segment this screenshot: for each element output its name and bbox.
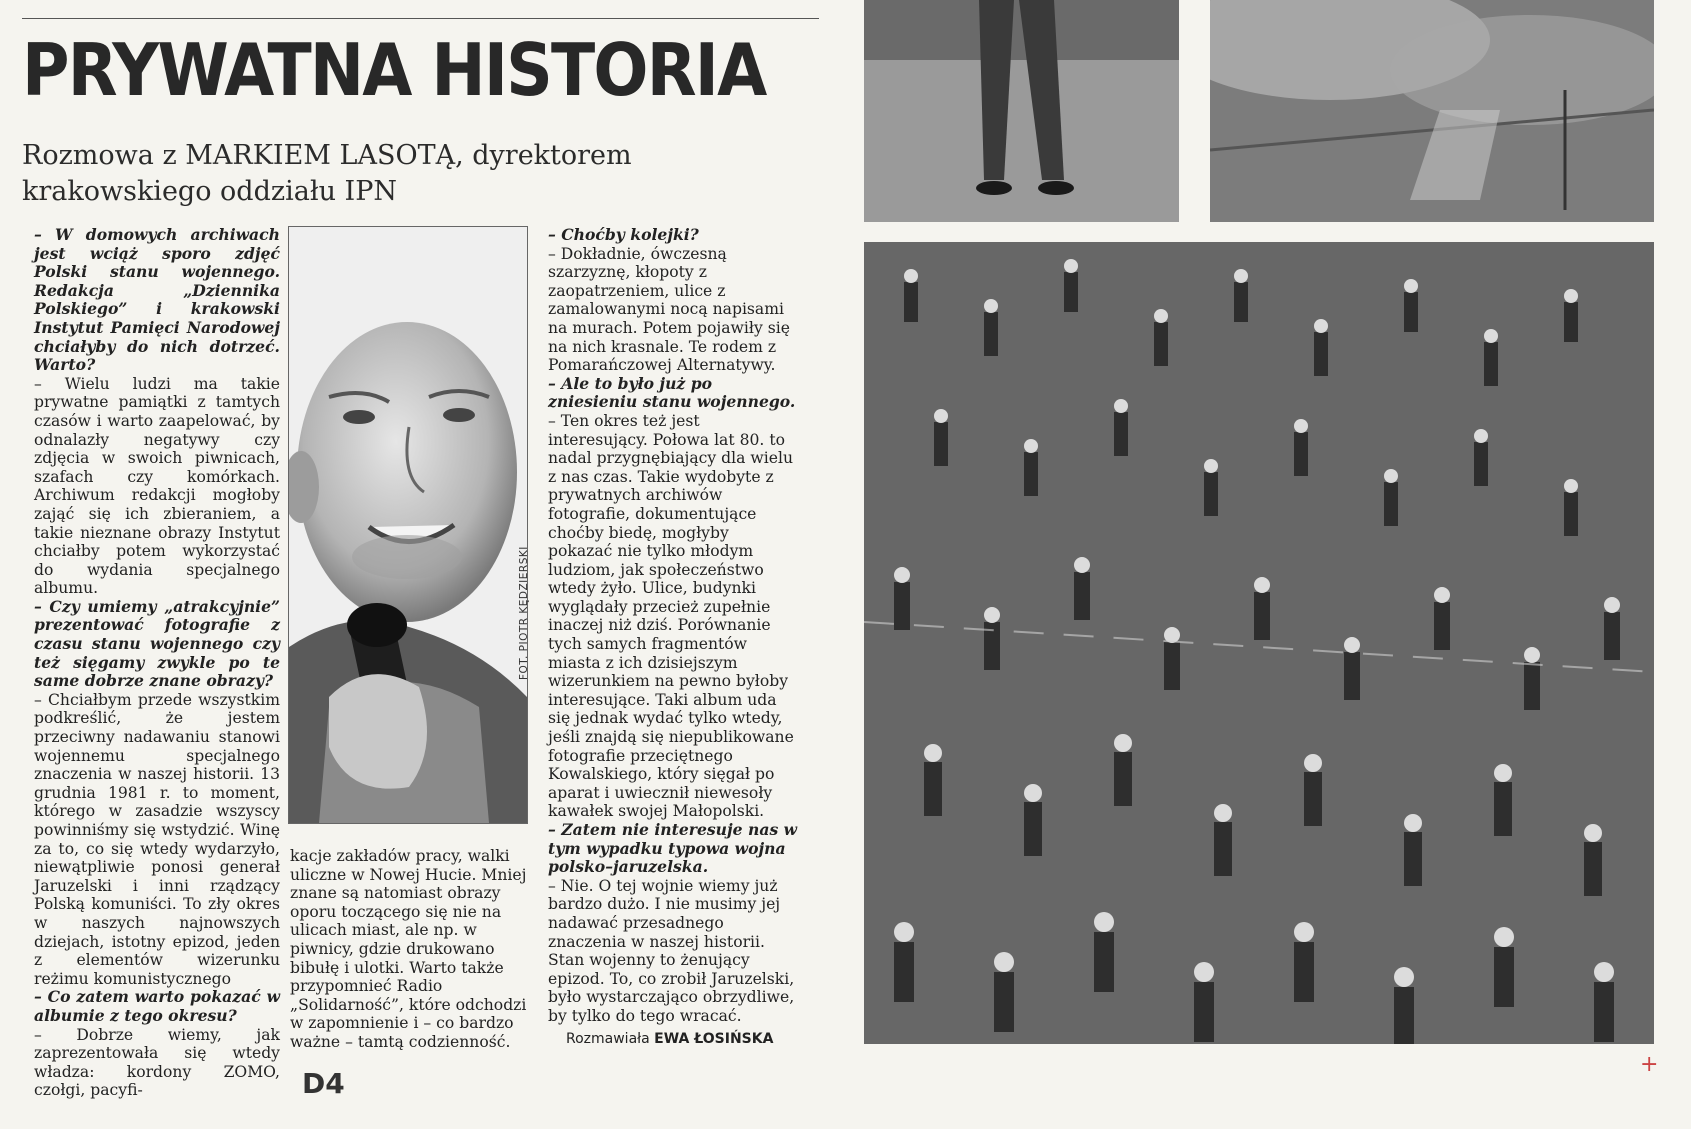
photo-crowd-running xyxy=(864,242,1654,1044)
photo-smoke-illustration xyxy=(1210,0,1654,222)
page-number: D4 xyxy=(302,1067,345,1100)
photo-legs-illustration xyxy=(864,0,1179,222)
headline: PRYWATNA HISTORIA xyxy=(22,28,766,112)
interview-answer: kacje zakładów pracy, walki uliczne w Nowej Hucie. Mniej znane są natomiast obrazy oporu toczącego się nie na ulicach miast, ale np. w piwnicy, gdzie drukowano bibułę i ulotki. Warto także przypomnieć Radio „Solidarność”, które odchodzi w zapomnienie i – co bardzo ważne – tamtą codzienność. xyxy=(290,847,527,1051)
photo-credit: FOT. PIOTR KĘDZIERSKI xyxy=(518,546,530,680)
portrait-illustration xyxy=(289,227,527,823)
column-1 xyxy=(34,226,280,1100)
interview-answer: – Chciałbym przede wszystkim podkreślić, że jestem przeciwny nadawaniu stanowi wojennemu specjalnego znaczenia w naszej historii. 13 grudnia 1981 r. to moment, którego w zasadzie wszyscy powinniśmy się wstydzić. Winę za to, co się wtedy wydarzyło, niewątpliwie ponosi generał Jaruzelski i inni rządzący Polską komuniści. To zły okres w naszych najnowszych dziejach, istotny epizod, jeden z elementów wizerunku reżimu komunistycznego xyxy=(34,690,280,988)
top-rule xyxy=(22,18,819,19)
interview-answer: – Nie. O tej wojnie wiemy już bardzo dużo. I nie musimy jej nadawać przesadnego znaczenia w naszej historii. Stan wojenny to żenujący epizod. To, co zrobił Jaruzelski, było wystarczająco obrzydliwe, by tylko do tego wracać. xyxy=(548,876,795,1025)
photo-legs-street xyxy=(864,0,1179,222)
photo-crowd-illustration xyxy=(864,242,1654,1044)
interview-answer: – Ten okres też jest interesujący. Połowa lat 80. to nadal przygnębiający dla wielu z nas czas. Takie wydobyte z prywatnych archiwów fotografie, dokumentujące choćby biedę, mogłyby pokazać nie tylko młodym ludziom, jak społeczeństwo wtedy żyło. Ulice, budynki wyglądały przecież zupełnie inaczej niż dziś. Porównanie tych samych fragmentów miasta z ich dzisiejszym wizerunkiem na pewno byłoby interesujące. Taki album uda się jednak wydać tylko wtedy, jeśli znajdą się niepublikowane fotografie przeciętnego Kowalskiego, który sięgał po aparat i uwiecznił niewesoły kawałek swojej Małopolski. xyxy=(548,411,794,821)
interview-answer: – Dokładnie, ówczesną szarzyznę, kłopoty z zaopatrzeniem, ulice z zamalowanymi nocą napisami na murach. Potem pojawiły się na nich krasnale. Te rodem z Pomarańczowej Alternatywy. xyxy=(548,244,790,375)
interview-question: – Ale to było już po zniesieniu stanu wojennego. xyxy=(548,373,796,412)
interview-question: – Czy umiemy „atrakcyjnie” prezentować fotografie z czasu stanu wojennego czy też sięgamy zwykle po te same dobrze znane obrazy? xyxy=(34,596,280,691)
byline xyxy=(566,1031,773,1047)
photo-smoke-street xyxy=(1210,0,1654,222)
column-3 xyxy=(548,226,798,1026)
interview-answer: – Dobrze wiemy, jak zaprezentowała się wtedy władza: kordony ZOMO, czołgi, pacyfi- xyxy=(34,1025,280,1100)
portrait-photo xyxy=(288,226,528,824)
interview-question: – Zatem nie interesuje nas w tym wypadku typowa wojna polsko–jaruzelska. xyxy=(548,820,798,877)
deck-subtitle: Rozmowa z MARKIEM LASOTĄ, dyrektorem krakowskiego oddziału IPN xyxy=(22,140,632,207)
registration-mark: + xyxy=(1640,1052,1659,1077)
column-2-continuation xyxy=(290,847,530,1052)
interview-question: – W domowych archiwach jest wciąż sporo zdjęć Polski stanu wojennego. Redakcja „Dziennika Polskiego” i krakowski Instytut Pamięci Narodowej chciałyby do nich dotrzeć. Warto? xyxy=(34,225,280,375)
byline-name: EWA ŁOSIŃSKA xyxy=(654,1031,774,1047)
byline-prefix: Rozmawiała xyxy=(566,1031,650,1047)
interview-answer: – Wielu ludzi ma takie prywatne pamiątki z tamtych czasów i warto zaapelować, by odnalazły negatywy czy zdjęcia w swoich piwnicach, szafach czy komórkach. Archiwum redakcji mogłoby zająć się ich zbieraniem, a takie nieznane obrazy Instytut chciałby potem wykorzystać do wydania specjalnego albumu. xyxy=(34,374,280,598)
interview-question: – Choćby kolejki? xyxy=(548,225,699,244)
interview-question: – Co zatem warto pokazać w albumie z tego okresu? xyxy=(34,987,280,1025)
